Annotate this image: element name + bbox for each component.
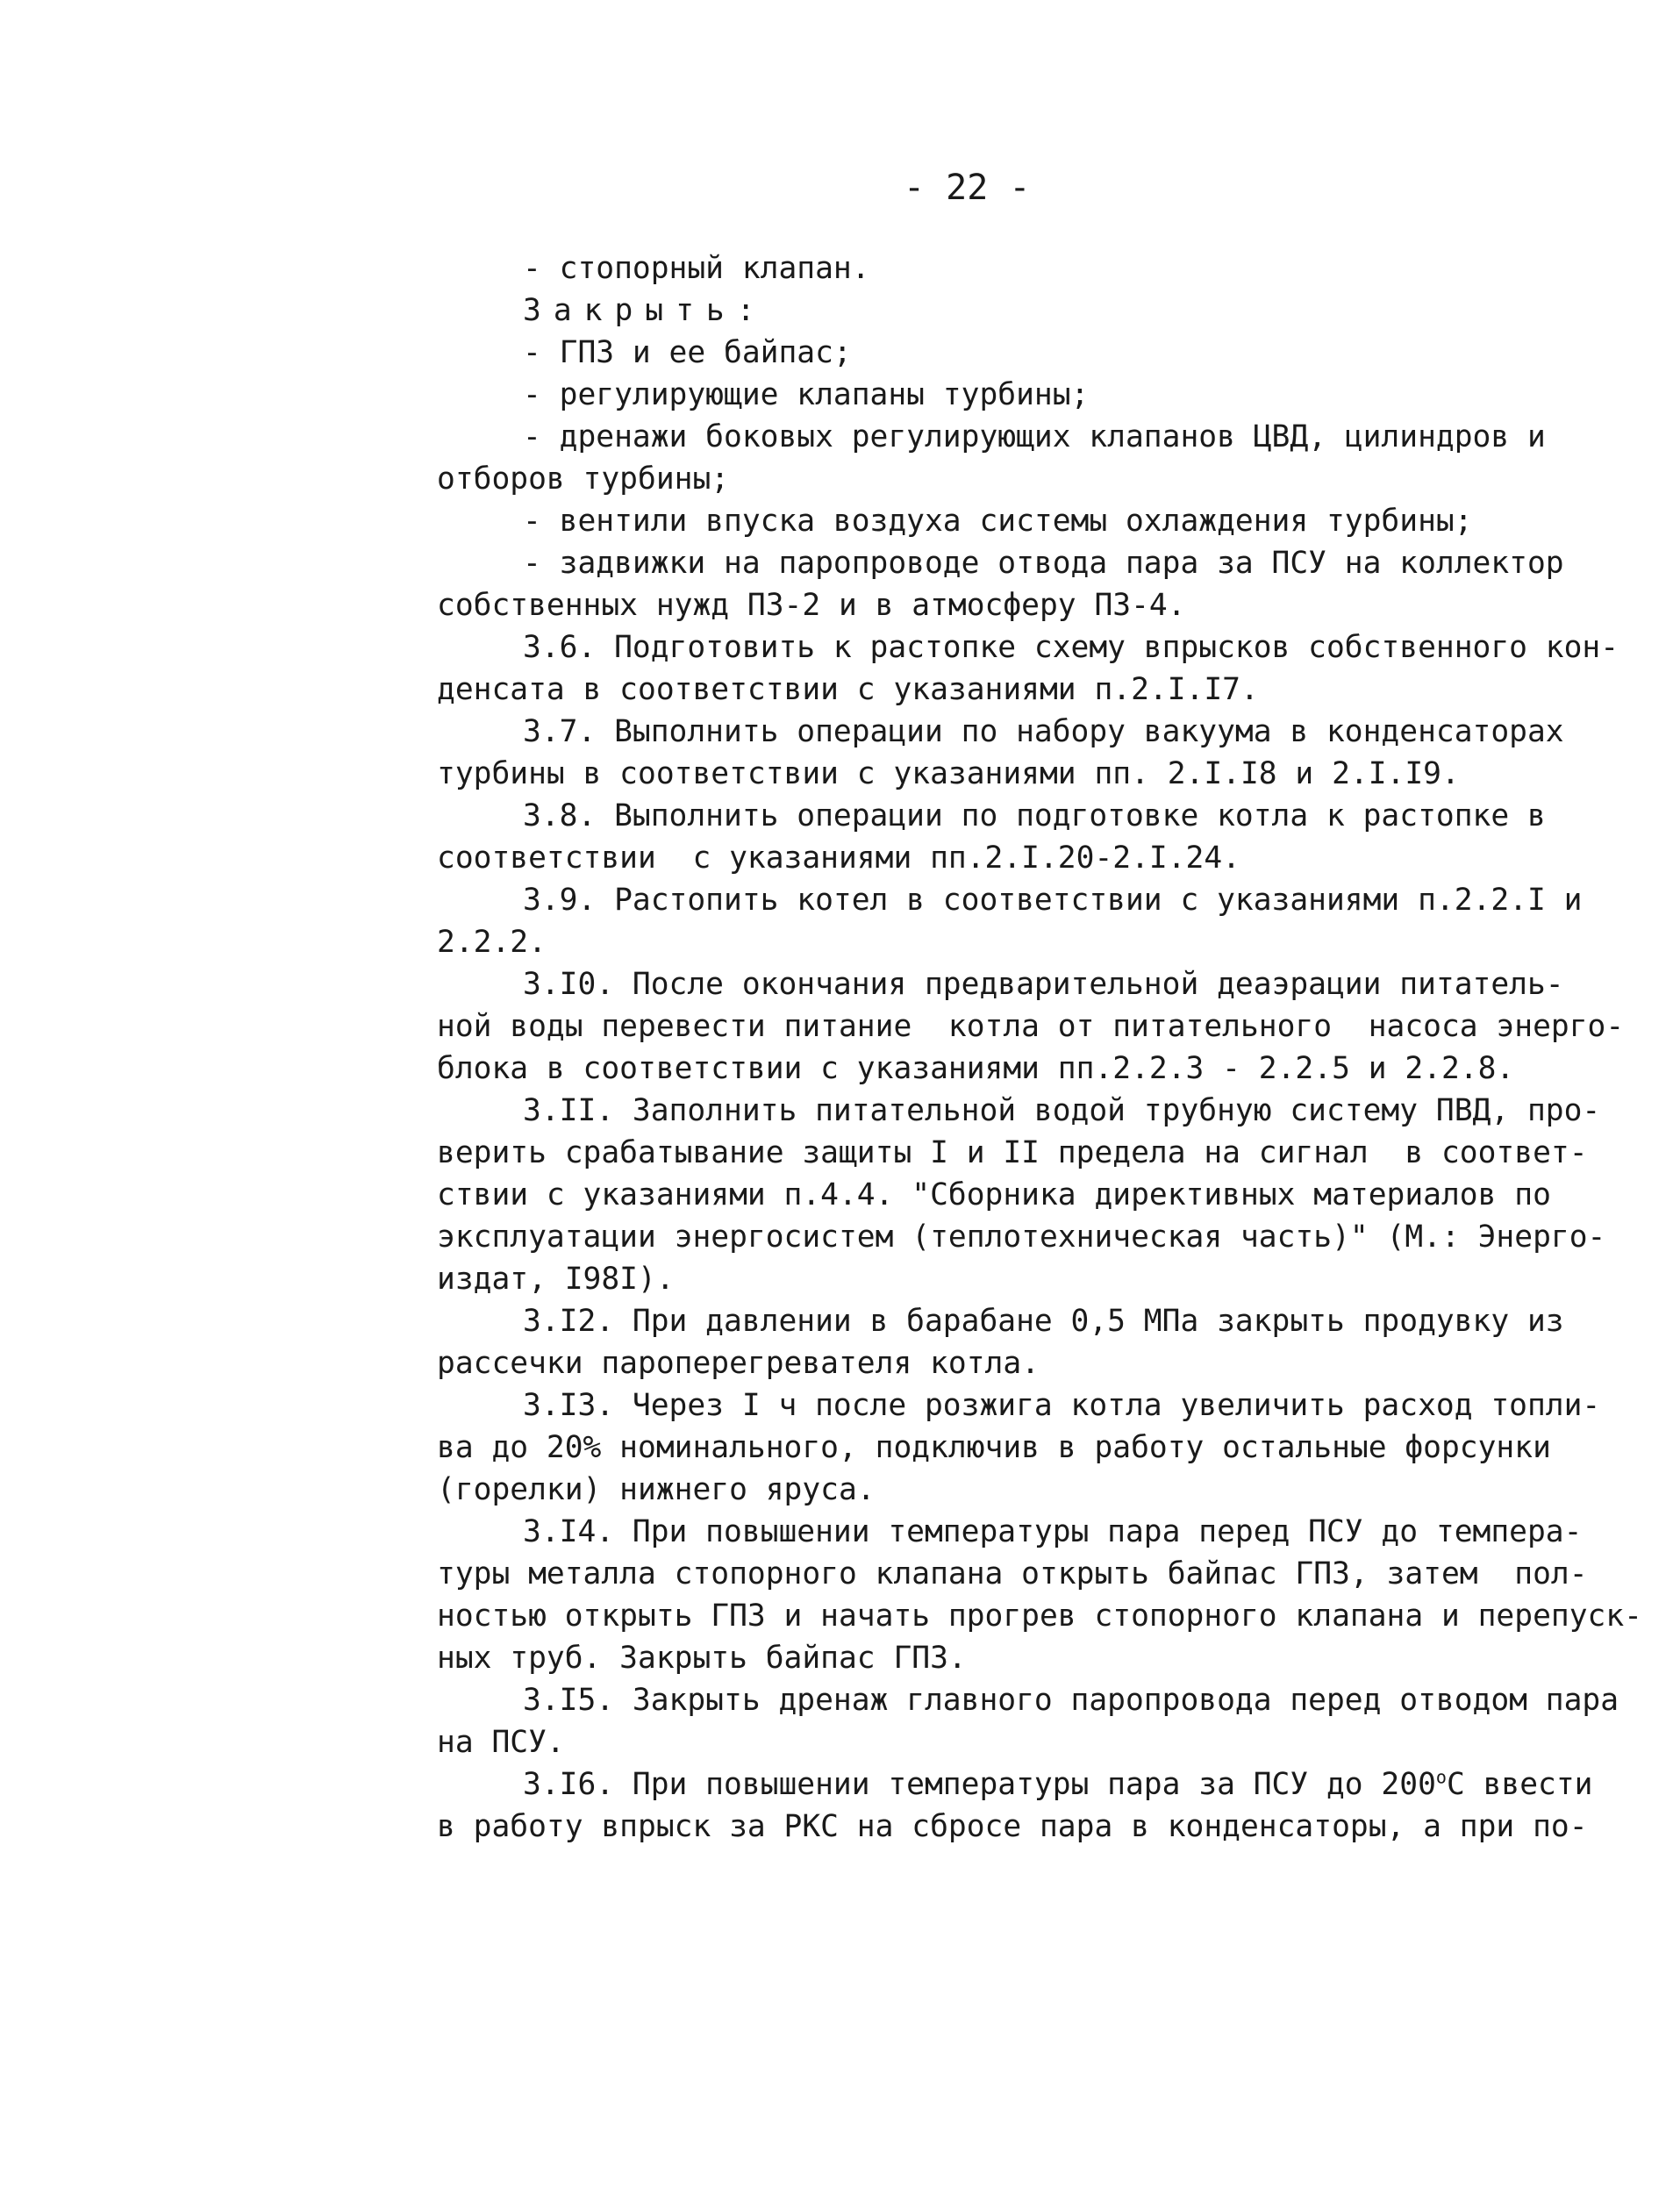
text-line-main: 3.I6. При повышении температуры пара за ПСУ до 200: [523, 1767, 1436, 1802]
text-line: 3.II. Заполнить питательной водой трубную систему ПВД, про-: [523, 1093, 1601, 1128]
text-line: рассечки пароперегревателя котла.: [437, 1346, 1040, 1381]
text-line: соответствии с указаниями пп.2.I.20-2.I.24.: [437, 840, 1240, 876]
text-line: турбины в соответствии с указаниями пп. 2.I.I8 и 2.I.I9.: [437, 756, 1460, 791]
text-line: - регулирующие клапаны турбины;: [523, 377, 1090, 412]
text-line: ной воды перевести питание котла от питательного насоса энерго-: [437, 1009, 1625, 1044]
text-line: - дренажи боковых регулирующих клапанов ЦВД, цилиндров и: [523, 419, 1546, 454]
text-line: туры металла стопорного клапана открыть байпас ГПЗ, затем пол-: [437, 1556, 1588, 1591]
text-line: эксплуатации энергосистем (теплотехническая часть)" (М.: Энерго-: [437, 1219, 1606, 1255]
text-line-tail: С ввести: [1446, 1767, 1593, 1802]
text-line: блока в соответствии с указаниями пп.2.2.3 - 2.2.5 и 2.2.8.: [437, 1051, 1515, 1086]
text-line: 3.I5. Закрыть дренаж главного паропровода перед отводом пара: [523, 1683, 1619, 1718]
section-heading: Закрыть:: [523, 293, 768, 328]
text-line: на ПСУ.: [437, 1725, 565, 1760]
page-number: - 22 -: [904, 168, 1031, 208]
text-line: 3.I3. Через I ч после розжига котла увеличить расход топли-: [523, 1388, 1601, 1423]
text-line: издат, I98I).: [437, 1262, 675, 1297]
text-line: - ГПЗ и ее байпас;: [523, 335, 852, 370]
text-line: 3.7. Выполнить операции по набору вакуума в конденсаторах: [523, 714, 1564, 749]
text-line: 3.6. Подготовить к растопке схему впрысков собственного кон-: [523, 630, 1619, 665]
text-line: (горелки) нижнего яруса.: [437, 1472, 876, 1507]
text-line: 3.I2. При давлении в барабане 0,5 МПа закрыть продувку из: [523, 1304, 1564, 1339]
text-line: - вентили впуска воздуха системы охлаждения турбины;: [523, 504, 1473, 539]
text-line: 3.9. Растопить котел в соответствии с указаниями п.2.2.I и: [523, 883, 1583, 918]
text-line: 3.8. Выполнить операции по подготовке котла к растопке в: [523, 798, 1546, 833]
text-line: [523, 1763, 1592, 1806]
text-line: 3.I0. После окончания предварительной деаэрации питатель-: [523, 967, 1564, 1002]
text-line: 3.I4. При повышении температуры пара перед ПСУ до темпера-: [523, 1514, 1583, 1549]
text-line: денсата в соответствии с указаниями п.2.I.I7.: [437, 672, 1259, 707]
text-line: отборов турбины;: [437, 461, 730, 497]
text-line: верить срабатывание защиты I и II предела на сигнал в соответ-: [437, 1135, 1588, 1170]
degree-sign: о: [1435, 1766, 1447, 1788]
text-line: ностью открыть ГПЗ и начать прогрев стопорного клапана и перепуск-: [437, 1598, 1642, 1634]
text-line: собственных нужд ПЗ-2 и в атмосферу ПЗ-4.: [437, 588, 1186, 623]
text-line: - стопорный клапан.: [523, 251, 870, 286]
text-line: ва до 20% номинального, подключив в работу остальные форсунки: [437, 1430, 1551, 1465]
text-line: ных труб. Закрыть байпас ГПЗ.: [437, 1641, 967, 1676]
text-line: ствии с указаниями п.4.4. "Сборника директивных материалов по: [437, 1177, 1551, 1212]
text-line: 2.2.2.: [437, 925, 547, 960]
text-line: - задвижки на паропроводе отвода пара за ПСУ на коллектор: [523, 546, 1564, 581]
text-line: в работу впрыск за РКС на сбросе пара в конденсаторы, а при по-: [437, 1809, 1588, 1844]
